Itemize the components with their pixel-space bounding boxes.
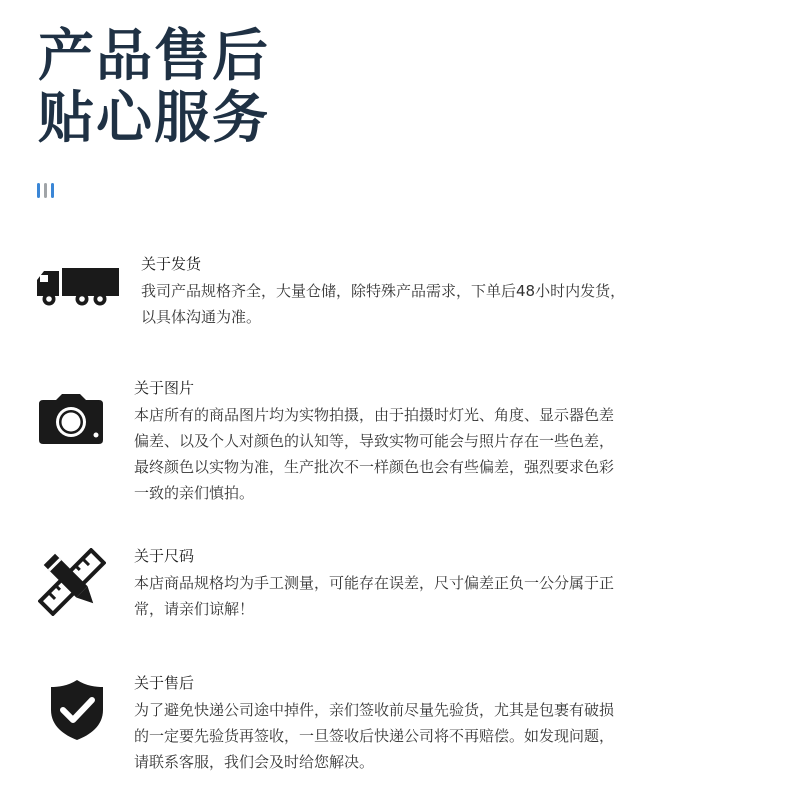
body-line: 本店商品规格均为手工测量，可能存在误差，尺寸偏差正负一公分属于正 bbox=[134, 574, 615, 592]
section-title: 关于图片 bbox=[134, 379, 195, 397]
truck-icon bbox=[36, 266, 120, 312]
body-line: 请联系客服，我们会及时给您解决。 bbox=[134, 753, 375, 771]
section-body bbox=[134, 402, 614, 506]
section-body bbox=[134, 570, 614, 622]
body-line: 一致的亲们慎拍。 bbox=[134, 484, 255, 502]
section-body bbox=[141, 278, 625, 330]
section-title: 关于发货 bbox=[141, 255, 202, 273]
accent-bar bbox=[51, 183, 54, 198]
body-line: 偏差、以及个人对颜色的认知等，导致实物可能会与照片存在一些色差， bbox=[134, 432, 615, 450]
camera-icon bbox=[36, 392, 106, 450]
hero-title bbox=[38, 26, 270, 150]
ruler-pencil-icon bbox=[38, 548, 106, 620]
decorative-bars bbox=[37, 183, 54, 198]
body-line: 以具体沟通为准。 bbox=[141, 308, 262, 326]
body-line: 最终颜色以实物为准，生产批次不一样颜色也会有些偏差，强烈要求色彩 bbox=[134, 458, 615, 476]
body-line: 常，请亲们谅解！ bbox=[134, 600, 255, 618]
hero-title-line1: 产品售后 bbox=[38, 24, 270, 89]
body-line: 为了避免快递公司途中掉件，亲们签收前尽量先验货，尤其是包裹有破损 bbox=[134, 701, 615, 719]
body-line: 的一定要先验货再签收，一旦签收后快递公司将不再赔偿。如发现问题， bbox=[134, 727, 615, 745]
section-title: 关于售后 bbox=[134, 674, 195, 692]
section-body bbox=[134, 697, 614, 775]
hero-title-line2: 贴心服务 bbox=[38, 86, 270, 151]
accent-bar bbox=[44, 183, 47, 198]
accent-bar bbox=[37, 183, 40, 198]
body-line: 本店所有的商品图片均为实物拍摄，由于拍摄时灯光、角度、显示器色差 bbox=[134, 406, 615, 424]
section-title: 关于尺码 bbox=[134, 547, 195, 565]
shield-check-icon bbox=[48, 678, 106, 746]
body-line: 我司产品规格齐全，大量仓储，除特殊产品需求，下单后48小时内发货， bbox=[141, 282, 626, 300]
